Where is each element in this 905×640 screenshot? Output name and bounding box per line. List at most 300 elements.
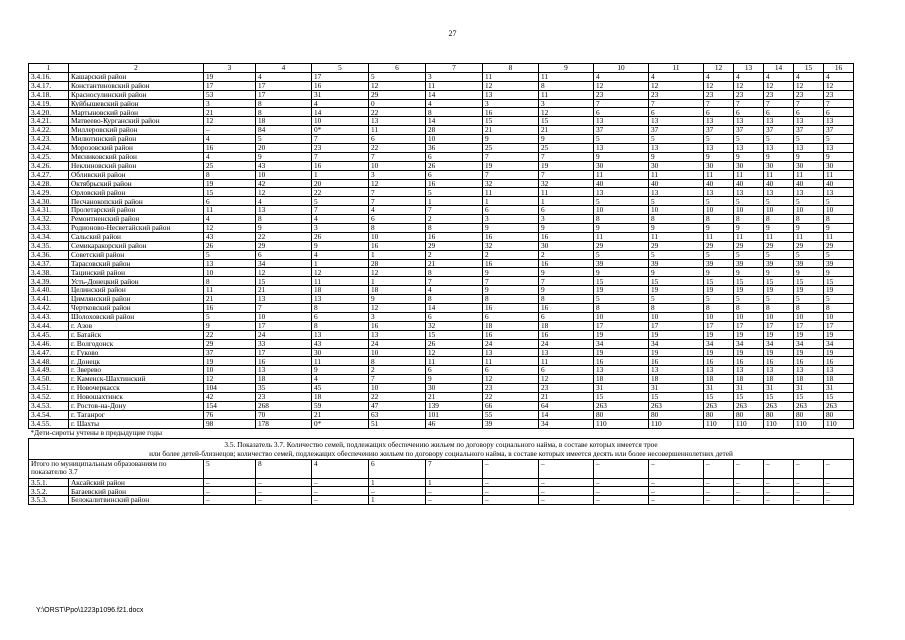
value-cell: 18: [594, 375, 649, 384]
value-cell: 19: [204, 72, 256, 81]
value-cell: 13: [704, 144, 734, 153]
value-cell: 37: [824, 126, 854, 135]
value-cell: –: [483, 478, 539, 487]
value-cell: 1: [369, 277, 426, 286]
municipality-name: Белокалитвинский район: [69, 496, 204, 505]
value-cell: 12: [704, 81, 734, 90]
value-cell: 8: [539, 81, 594, 90]
total-value-cell: –: [794, 459, 824, 478]
row-code: 3.4.46.: [29, 339, 69, 348]
value-cell: 10: [734, 206, 764, 215]
value-cell: 12: [649, 81, 704, 90]
row-code: 3.4.18.: [29, 90, 69, 99]
value-cell: –: [483, 496, 539, 505]
value-cell: 12: [594, 81, 649, 90]
value-cell: 13: [734, 144, 764, 153]
value-cell: 24: [483, 339, 539, 348]
value-cell: 37: [704, 126, 734, 135]
value-cell: 9: [204, 321, 256, 330]
total-label: Итого по муниципальным образованиям по показателю 3.7: [29, 459, 204, 478]
value-cell: 19: [734, 286, 764, 295]
table-row: [29, 206, 854, 215]
value-cell: 16: [204, 144, 256, 153]
value-cell: –: [794, 478, 824, 487]
value-cell: 21: [426, 259, 483, 268]
value-cell: –: [539, 496, 594, 505]
table-row: [29, 286, 854, 295]
municipality-name: Ремонтненский район: [69, 215, 204, 224]
value-cell: 23: [824, 90, 854, 99]
value-cell: 22: [369, 108, 426, 117]
value-cell: 11: [594, 170, 649, 179]
value-cell: 11: [483, 72, 539, 81]
value-cell: 11: [426, 81, 483, 90]
value-cell: 12: [204, 117, 256, 126]
value-cell: –: [539, 478, 594, 487]
value-cell: –: [734, 496, 764, 505]
value-cell: 9: [649, 268, 704, 277]
value-cell: 13: [649, 188, 704, 197]
value-cell: –: [764, 478, 794, 487]
value-cell: 8: [704, 304, 734, 313]
value-cell: 9: [794, 152, 824, 161]
column-number-header: 12: [704, 64, 734, 73]
value-cell: 39: [649, 259, 704, 268]
value-cell: 1: [426, 478, 483, 487]
value-cell: 29: [794, 241, 824, 250]
value-cell: 5: [426, 188, 483, 197]
row-code: 3.4.30.: [29, 197, 69, 206]
table-row: [29, 478, 854, 487]
table-row: [29, 126, 854, 135]
value-cell: 110: [649, 419, 704, 428]
value-cell: 13: [594, 188, 649, 197]
value-cell: 8: [594, 304, 649, 313]
value-cell: 9: [312, 241, 369, 250]
value-cell: 5: [649, 295, 704, 304]
value-cell: 26: [426, 161, 483, 170]
value-cell: 5: [824, 197, 854, 206]
value-cell: 3: [312, 224, 369, 233]
value-cell: 22: [204, 330, 256, 339]
value-cell: 2: [426, 250, 483, 259]
table-row: [29, 72, 854, 81]
table-row: [29, 384, 854, 393]
row-code: 3.4.31.: [29, 206, 69, 215]
value-cell: 9: [539, 135, 594, 144]
column-number-header: 2: [69, 64, 204, 73]
column-number-header: 6: [369, 64, 426, 73]
value-cell: 18: [704, 375, 734, 384]
table-row: [29, 188, 854, 197]
value-cell: 19: [649, 348, 704, 357]
total-value-cell: –: [649, 459, 704, 478]
value-cell: 9: [794, 224, 824, 233]
value-cell: 4: [824, 72, 854, 81]
value-cell: 37: [764, 126, 794, 135]
value-cell: 5: [256, 135, 312, 144]
value-cell: 6: [426, 312, 483, 321]
footer-file-path: Y:\ORST\Ppo\1223p1096.f21.docx: [36, 607, 144, 614]
value-cell: 30: [426, 384, 483, 393]
total-value-cell: –: [704, 459, 734, 478]
value-cell: 13: [483, 90, 539, 99]
value-cell: 5: [204, 312, 256, 321]
value-cell: 16: [539, 232, 594, 241]
total-row: [29, 459, 854, 478]
value-cell: 17: [794, 321, 824, 330]
column-number-header: 16: [824, 64, 854, 73]
value-cell: 43: [312, 339, 369, 348]
value-cell: 13: [483, 348, 539, 357]
value-cell: 9: [824, 152, 854, 161]
value-cell: 66: [483, 401, 539, 410]
value-cell: 21: [256, 286, 312, 295]
value-cell: 19: [483, 161, 539, 170]
value-cell: 19: [594, 286, 649, 295]
value-cell: 39: [734, 259, 764, 268]
value-cell: 10: [369, 384, 426, 393]
value-cell: 5: [734, 135, 764, 144]
value-cell: 8: [426, 224, 483, 233]
table-row: [29, 117, 854, 126]
value-cell: 12: [539, 375, 594, 384]
value-cell: 28: [426, 126, 483, 135]
value-cell: 16: [483, 304, 539, 313]
value-cell: 9: [704, 224, 734, 233]
value-cell: 8: [256, 108, 312, 117]
column-number-header: 11: [649, 64, 704, 73]
value-cell: 30: [649, 161, 704, 170]
municipality-name: Аксайский район: [69, 478, 204, 487]
value-cell: –: [312, 496, 369, 505]
table-row: [29, 330, 854, 339]
value-cell: 29: [824, 241, 854, 250]
value-cell: 19: [594, 330, 649, 339]
row-code: 3.4.26.: [29, 161, 69, 170]
value-cell: 13: [649, 117, 704, 126]
value-cell: 14: [539, 410, 594, 419]
value-cell: 8: [204, 277, 256, 286]
row-code: 3.4.45.: [29, 330, 69, 339]
value-cell: 80: [594, 410, 649, 419]
value-cell: 23: [483, 384, 539, 393]
value-cell: 13: [734, 188, 764, 197]
value-cell: 19: [734, 348, 764, 357]
table-row: [29, 366, 854, 375]
row-code: 3.5.2.: [29, 487, 69, 496]
row-code: 3.4.50.: [29, 375, 69, 384]
value-cell: 18: [734, 375, 764, 384]
value-cell: 13: [369, 330, 426, 339]
value-cell: 13: [734, 117, 764, 126]
value-cell: 16: [764, 357, 794, 366]
value-cell: 13: [256, 295, 312, 304]
value-cell: 19: [204, 179, 256, 188]
value-cell: –: [426, 496, 483, 505]
value-cell: 31: [594, 384, 649, 393]
value-cell: 6: [426, 170, 483, 179]
value-cell: 15: [734, 277, 764, 286]
value-cell: 5: [594, 197, 649, 206]
value-cell: 139: [426, 401, 483, 410]
value-cell: 10: [649, 312, 704, 321]
table-row: [29, 357, 854, 366]
value-cell: 6: [483, 206, 539, 215]
municipality-name: Песчанокопский район: [69, 197, 204, 206]
value-cell: 23: [794, 90, 824, 99]
value-cell: 110: [594, 419, 649, 428]
value-cell: 15: [704, 392, 734, 401]
column-number-header: 13: [734, 64, 764, 73]
value-cell: 55: [483, 410, 539, 419]
value-cell: 11: [734, 170, 764, 179]
value-cell: 34: [539, 419, 594, 428]
value-cell: 40: [704, 179, 734, 188]
value-cell: 29: [764, 241, 794, 250]
value-cell: 19: [824, 348, 854, 357]
value-cell: 16: [539, 304, 594, 313]
value-cell: 7: [369, 152, 426, 161]
municipality-name: Милютинский район: [69, 135, 204, 144]
value-cell: 13: [764, 117, 794, 126]
row-code: 3.4.19.: [29, 99, 69, 108]
value-cell: 5: [312, 197, 369, 206]
value-cell: 13: [764, 188, 794, 197]
value-cell: 19: [204, 357, 256, 366]
value-cell: 5: [649, 197, 704, 206]
municipality-name: г. Новошахтинск: [69, 392, 204, 401]
value-cell: 5: [794, 197, 824, 206]
value-cell: 13: [824, 144, 854, 153]
value-cell: 8: [426, 268, 483, 277]
value-cell: 15: [824, 392, 854, 401]
value-cell: 9: [594, 268, 649, 277]
value-cell: 18: [824, 375, 854, 384]
value-cell: 5: [764, 135, 794, 144]
value-cell: 13: [539, 348, 594, 357]
value-cell: 29: [256, 241, 312, 250]
value-cell: 6: [369, 215, 426, 224]
value-cell: 5: [794, 250, 824, 259]
value-cell: 9: [824, 224, 854, 233]
value-cell: 19: [649, 330, 704, 339]
municipality-name: Куйбышевский район: [69, 99, 204, 108]
value-cell: 13: [369, 117, 426, 126]
value-cell: 31: [734, 384, 764, 393]
value-cell: 10: [369, 161, 426, 170]
value-cell: 17: [649, 321, 704, 330]
value-cell: 37: [594, 126, 649, 135]
value-cell: 4: [256, 197, 312, 206]
value-cell: 1: [369, 478, 426, 487]
value-cell: 6: [426, 152, 483, 161]
row-code: 3.5.3.: [29, 496, 69, 505]
table-row: [29, 215, 854, 224]
municipality-name: г. Гуково: [69, 348, 204, 357]
value-cell: 8: [256, 99, 312, 108]
row-code: 3.4.52.: [29, 392, 69, 401]
row-code: 3.4.28.: [29, 179, 69, 188]
value-cell: 11: [734, 232, 764, 241]
value-cell: 2: [483, 250, 539, 259]
value-cell: –: [764, 487, 794, 496]
row-code: 3.4.25.: [29, 152, 69, 161]
municipality-name: Мартыновский район: [69, 108, 204, 117]
value-cell: 15: [204, 188, 256, 197]
value-cell: 19: [704, 330, 734, 339]
value-cell: 10: [594, 206, 649, 215]
value-cell: 15: [764, 392, 794, 401]
value-cell: 19: [734, 330, 764, 339]
value-cell: 12: [483, 375, 539, 384]
value-cell: 37: [204, 348, 256, 357]
municipality-name: г. Зверево: [69, 366, 204, 375]
municipality-name: Советский район: [69, 250, 204, 259]
value-cell: 34: [764, 339, 794, 348]
value-cell: 15: [649, 392, 704, 401]
value-cell: 4: [734, 72, 764, 81]
table-row: [29, 277, 854, 286]
row-code: 3.4.33.: [29, 224, 69, 233]
value-cell: 12: [204, 224, 256, 233]
value-cell: 21: [483, 126, 539, 135]
value-cell: 263: [794, 401, 824, 410]
municipality-name: г. Каменск-Шахтинский: [69, 375, 204, 384]
row-code: 3.4.29.: [29, 188, 69, 197]
value-cell: 5: [649, 250, 704, 259]
value-cell: 5: [369, 72, 426, 81]
value-cell: 5: [734, 197, 764, 206]
value-cell: 11: [649, 232, 704, 241]
value-cell: 17: [704, 321, 734, 330]
total-value-cell: 4: [312, 459, 369, 478]
value-cell: –: [256, 496, 312, 505]
municipality-name: г. Батайск: [69, 330, 204, 339]
value-cell: 34: [794, 339, 824, 348]
table-row: [29, 304, 854, 313]
column-number-header: 4: [256, 64, 312, 73]
value-cell: –: [426, 487, 483, 496]
value-cell: 16: [426, 179, 483, 188]
row-code: 3.4.41.: [29, 295, 69, 304]
row-code: 3.4.37.: [29, 259, 69, 268]
value-cell: 2: [369, 366, 426, 375]
value-cell: 9: [594, 224, 649, 233]
value-cell: 3: [369, 170, 426, 179]
row-code: 3.4.40.: [29, 286, 69, 295]
value-cell: 31: [824, 384, 854, 393]
value-cell: 18: [312, 286, 369, 295]
row-code: 3.4.38.: [29, 268, 69, 277]
municipality-name: Тацинский район: [69, 268, 204, 277]
value-cell: 4: [649, 72, 704, 81]
value-cell: 21: [426, 392, 483, 401]
value-cell: 8: [312, 304, 369, 313]
value-cell: 5: [704, 197, 734, 206]
table-row: [29, 135, 854, 144]
value-cell: 3: [539, 99, 594, 108]
value-cell: 3: [539, 215, 594, 224]
value-cell: –: [734, 478, 764, 487]
value-cell: 18: [369, 286, 426, 295]
value-cell: 8: [256, 215, 312, 224]
value-cell: 9: [649, 152, 704, 161]
municipality-name: Морозовский район: [69, 144, 204, 153]
value-cell: 15: [734, 392, 764, 401]
value-cell: 39: [824, 259, 854, 268]
value-cell: 8: [483, 295, 539, 304]
value-cell: 13: [704, 188, 734, 197]
value-cell: 5: [794, 135, 824, 144]
value-cell: 18: [649, 375, 704, 384]
value-cell: 5: [204, 250, 256, 259]
value-cell: 18: [256, 117, 312, 126]
value-cell: 16: [483, 259, 539, 268]
table-row: [29, 259, 854, 268]
column-number-header: 7: [426, 64, 483, 73]
municipality-name: Семикаракорский район: [69, 241, 204, 250]
total-value-cell: –: [483, 459, 539, 478]
value-cell: 19: [764, 286, 794, 295]
row-code: 3.4.49.: [29, 366, 69, 375]
value-cell: 15: [704, 277, 734, 286]
value-cell: 5: [649, 135, 704, 144]
value-cell: 4: [204, 152, 256, 161]
value-cell: 30: [594, 161, 649, 170]
total-value-cell: –: [594, 459, 649, 478]
value-cell: 31: [704, 384, 734, 393]
value-cell: 154: [204, 401, 256, 410]
value-cell: 6: [369, 135, 426, 144]
value-cell: 18: [312, 392, 369, 401]
value-cell: 32: [483, 179, 539, 188]
value-cell: 9: [483, 224, 539, 233]
table-row: [29, 99, 854, 108]
value-cell: –: [704, 478, 734, 487]
value-cell: 43: [204, 232, 256, 241]
value-cell: 7: [369, 188, 426, 197]
municipality-name: г. Донецк: [69, 357, 204, 366]
value-cell: 13: [824, 117, 854, 126]
table-row: [29, 348, 854, 357]
table-row: [29, 339, 854, 348]
page-number: 27: [448, 29, 457, 38]
value-cell: 23: [734, 90, 764, 99]
table-row: [29, 170, 854, 179]
value-cell: 14: [426, 90, 483, 99]
value-cell: 15: [426, 330, 483, 339]
value-cell: 40: [794, 179, 824, 188]
value-cell: 0: [369, 99, 426, 108]
value-cell: 19: [704, 286, 734, 295]
value-cell: 63: [369, 410, 426, 419]
value-cell: –: [312, 478, 369, 487]
row-code: 3.5.1.: [29, 478, 69, 487]
value-cell: 10: [764, 312, 794, 321]
row-code: 3.4.48.: [29, 357, 69, 366]
table-row: [29, 268, 854, 277]
value-cell: 80: [649, 410, 704, 419]
value-cell: 15: [794, 277, 824, 286]
value-cell: 18: [483, 321, 539, 330]
value-cell: 23: [764, 90, 794, 99]
value-cell: 104: [204, 384, 256, 393]
value-cell: 9: [649, 224, 704, 233]
value-cell: 110: [764, 419, 794, 428]
value-cell: 4: [426, 99, 483, 108]
value-cell: 4: [426, 286, 483, 295]
